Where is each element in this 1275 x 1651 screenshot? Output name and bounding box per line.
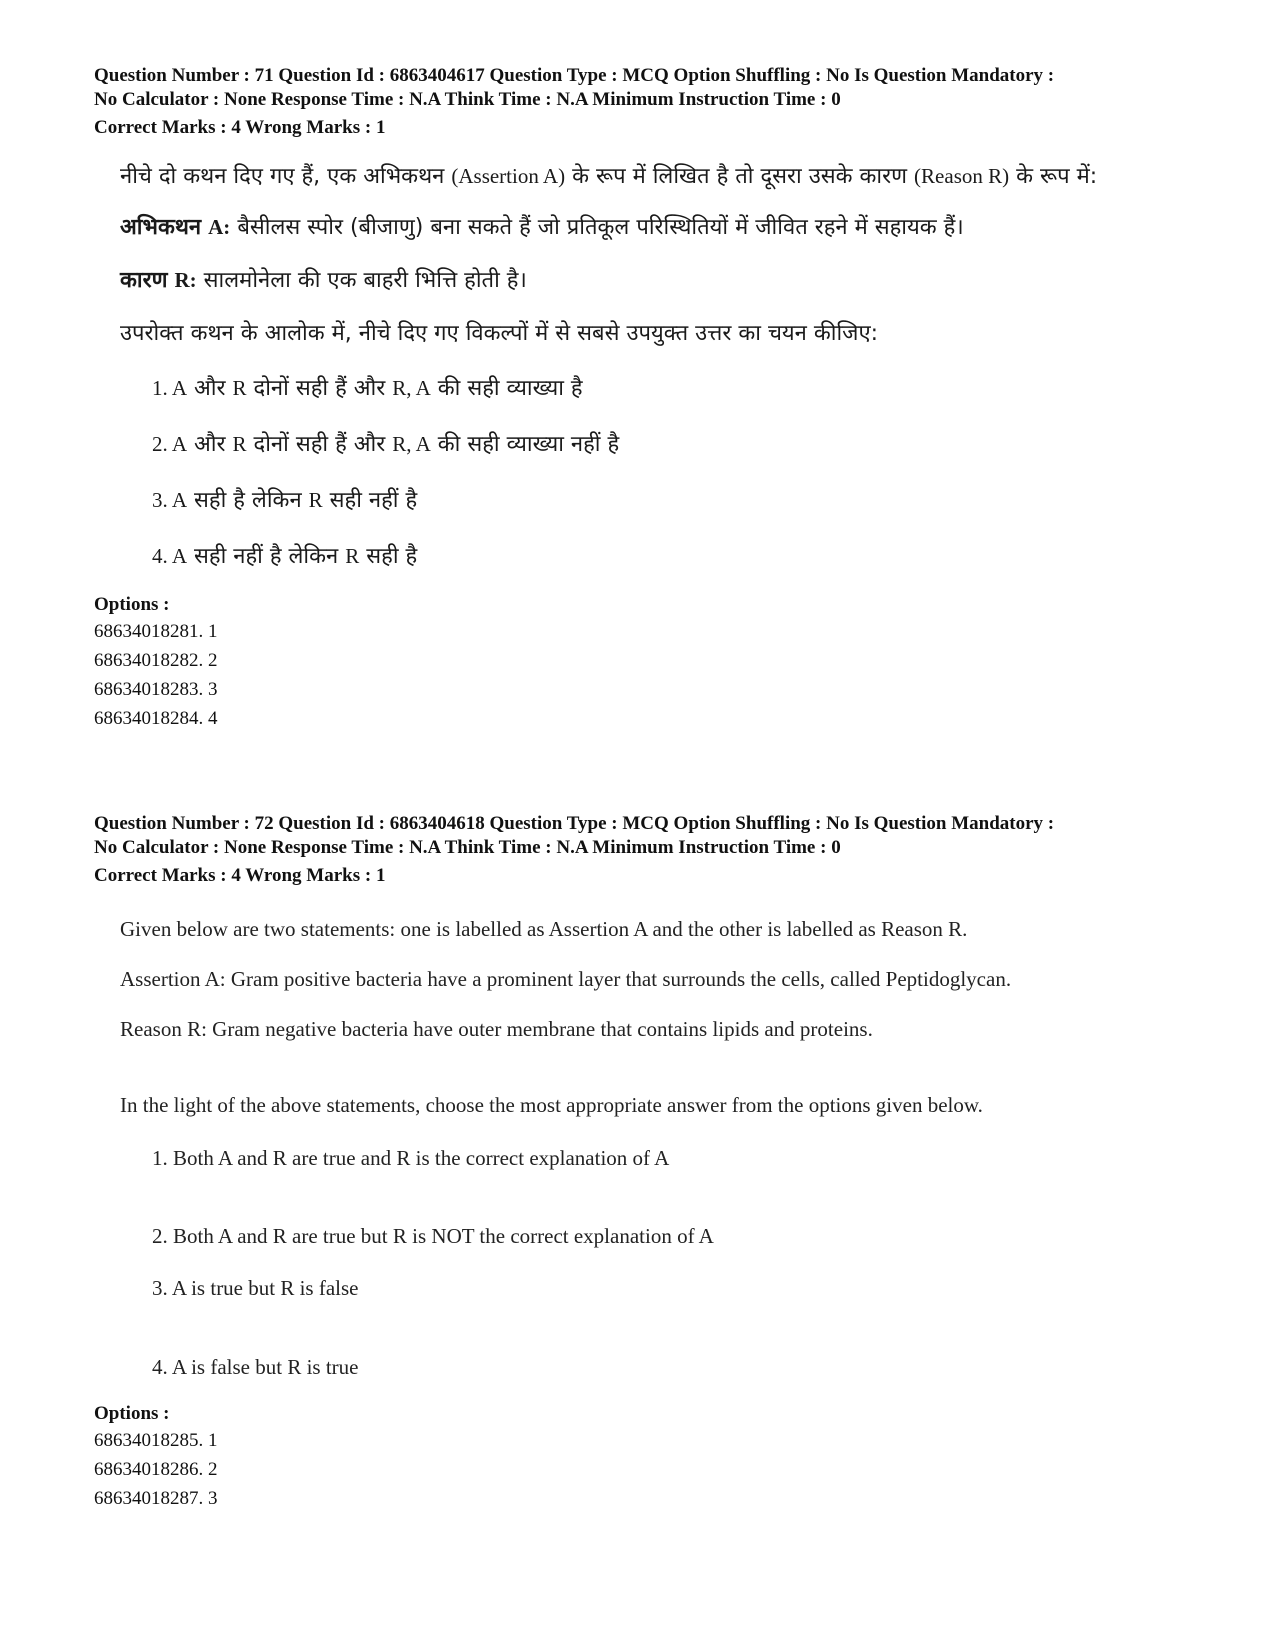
question-instruction: उपरोक्त कथन के आलोक में, नीचे दिए गए विकल्पों में से सबसे उपयुक्त उत्तर का चयन कीजिए: bbox=[120, 321, 879, 346]
choice-3: 3. A सही है लेकिन R सही नहीं है bbox=[152, 488, 418, 513]
assertion-statement: Assertion A: Gram positive bacteria have a prominent layer that surrounds the cells, called Peptidoglycan. bbox=[120, 967, 1012, 991]
option-item: 68634018284. 4 bbox=[94, 708, 218, 729]
choice-4: 4. A सही नहीं है लेकिन R सही है bbox=[152, 544, 418, 569]
choice-3: 3. A is true but R is false bbox=[152, 1276, 359, 1300]
question-body bbox=[120, 162, 1204, 571]
option-item: 68634018286. 2 bbox=[94, 1459, 218, 1480]
choice-1: 1. A और R दोनों सही हैं और R, A की सही व्याख्या है bbox=[152, 376, 583, 401]
option-item: 68634018283. 3 bbox=[94, 679, 218, 700]
question-72 bbox=[94, 812, 1204, 1513]
question-meta-line-1: Question Number : 71 Question Id : 6863404617 Question Type : MCQ Option Shuffling : No Is Question Mandatory : bbox=[94, 65, 1055, 86]
options-heading: Options : bbox=[94, 594, 170, 615]
options-heading: Options : bbox=[94, 1403, 170, 1424]
question-intro: Given below are two statements: one is labelled as Assertion A and the other is labelled as Reason R. bbox=[120, 917, 968, 941]
assertion-statement: अभिकथन A: बैसीलस स्पोर (बीजाणु) बना सकते हैं जो प्रतिकूल परिस्थितियों में जीवित रहने में सहायक हैं। bbox=[120, 215, 964, 240]
option-item: 68634018285. 1 bbox=[94, 1430, 218, 1451]
question-71 bbox=[94, 64, 1204, 733]
question-meta-line-1: Question Number : 72 Question Id : 6863404618 Question Type : MCQ Option Shuffling : No Is Question Mandatory : bbox=[94, 813, 1055, 834]
choice-4: 4. A is false but R is true bbox=[152, 1355, 359, 1379]
choice-1: 1. Both A and R are true and R is the correct explanation of A bbox=[152, 1146, 670, 1170]
question-marks: Correct Marks : 4 Wrong Marks : 1 bbox=[94, 865, 386, 886]
question-intro: नीचे दो कथन दिए गए हैं, एक अभिकथन (Assertion A) के रूप में लिखित है तो दूसरा उसके कारण (Reason R) के रूप में: bbox=[120, 164, 1098, 189]
question-instruction: In the light of the above statements, choose the most appropriate answer from the options given below. bbox=[120, 1093, 983, 1117]
choice-2: 2. A और R दोनों सही हैं और R, A की सही व्याख्या नहीं है bbox=[152, 432, 620, 457]
option-item: 68634018287. 3 bbox=[94, 1488, 218, 1509]
question-meta-line-2: No Calculator : None Response Time : N.A Think Time : N.A Minimum Instruction Time : 0 bbox=[94, 89, 841, 110]
question-marks: Correct Marks : 4 Wrong Marks : 1 bbox=[94, 117, 386, 138]
question-body bbox=[120, 916, 1204, 1380]
reason-statement: कारण R: सालमोनेला की एक बाहरी भित्ति होती है। bbox=[120, 268, 527, 293]
reason-statement: Reason R: Gram negative bacteria have outer membrane that contains lipids and proteins. bbox=[120, 1017, 873, 1041]
option-item: 68634018281. 1 bbox=[94, 621, 218, 642]
option-item: 68634018282. 2 bbox=[94, 650, 218, 671]
choice-2: 2. Both A and R are true but R is NOT the correct explanation of A bbox=[152, 1224, 714, 1248]
question-meta-line-2: No Calculator : None Response Time : N.A Think Time : N.A Minimum Instruction Time : 0 bbox=[94, 837, 841, 858]
